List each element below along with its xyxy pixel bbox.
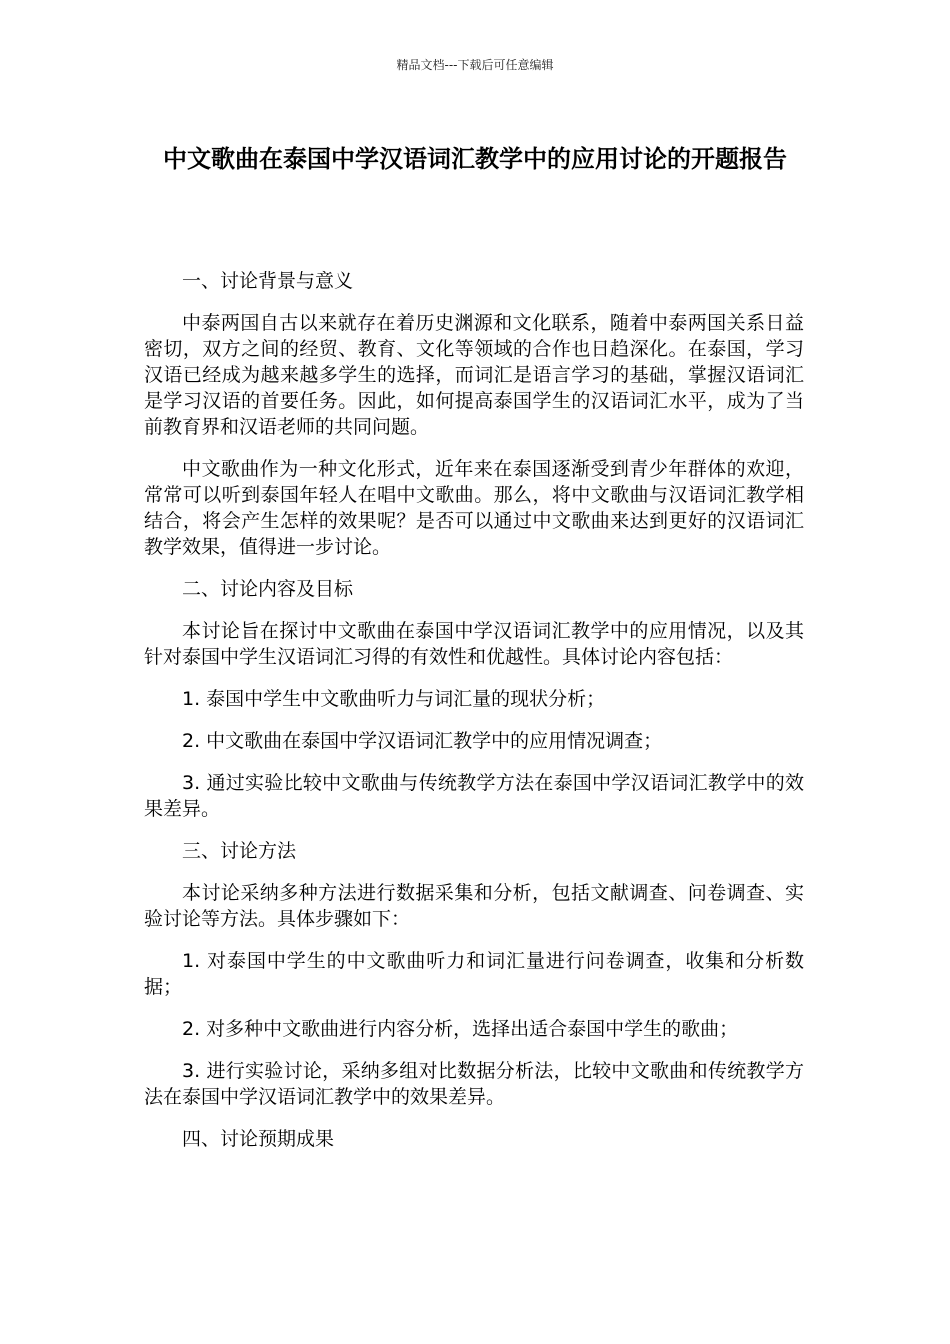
- document-body: [144, 268, 804, 1168]
- section-heading-method: 三、讨论方法: [182, 840, 297, 862]
- header-note: 精品文档---下载后可任意编辑: [396, 58, 554, 72]
- list-item-content-1: 1. 泰国中学生中文歌曲听力与词汇量的现状分析；: [182, 688, 606, 710]
- paragraph-method-intro: 本讨论采纳多种方法进行数据采集和分析，包括文献调查、问卷调查、实验讨论等方法。具体步骤如下：: [144, 882, 804, 930]
- section-heading-content: 二、讨论内容及目标: [182, 578, 354, 600]
- list-item-method-1: 1. 对泰国中学生的中文歌曲听力和词汇量进行问卷调查，收集和分析数据；: [144, 950, 804, 998]
- list-item-content-2: 2. 中文歌曲在泰国中学汉语词汇教学中的应用情况调查；: [182, 730, 663, 752]
- list-item-method-2: 2. 对多种中文歌曲进行内容分析，选择出适合泰国中学生的歌曲；: [182, 1018, 739, 1040]
- list-item-method-3: 3. 进行实验讨论，采纳多组对比数据分析法，比较中文歌曲和传统教学方法在泰国中学汉语词汇教学中的效果差异。: [144, 1060, 804, 1108]
- section-heading-outcomes: 四、讨论预期成果: [182, 1128, 335, 1150]
- paragraph-background-2: 中文歌曲作为一种文化形式，近年来在泰国逐渐受到青少年群体的欢迎，常常可以听到泰国年轻人在唱中文歌曲。那么，将中文歌曲与汉语词汇教学相结合，将会产生怎样的效果呢？是否可以通过中文歌曲来达到更好的汉语词汇教学效果，值得进一步讨论。: [144, 458, 804, 558]
- paragraph-content-intro: 本讨论旨在探讨中文歌曲在泰国中学汉语词汇教学中的应用情况，以及其针对泰国中学生汉语词汇习得的有效性和优越性。具体讨论内容包括：: [144, 620, 804, 668]
- paragraph-background-1: 中泰两国自古以来就存在着历史渊源和文化联系，随着中泰两国关系日益密切，双方之间的经贸、教育、文化等领域的合作也日趋深化。在泰国，学习汉语已经成为越来越多学生的选择，而词汇是语言学习的基础，掌握汉语词汇是学习汉语的首要任务。因此，如何提高泰国学生的汉语词汇水平，成为了当前教育界和汉语老师的共同问题。: [144, 312, 804, 438]
- list-item-content-3: 3. 通过实验比较中文歌曲与传统教学方法在泰国中学汉语词汇教学中的效果差异。: [144, 772, 804, 820]
- document-title: 中文歌曲在泰国中学汉语词汇教学中的应用讨论的开题报告: [163, 145, 787, 173]
- section-heading-background: 一、讨论背景与意义: [182, 270, 354, 292]
